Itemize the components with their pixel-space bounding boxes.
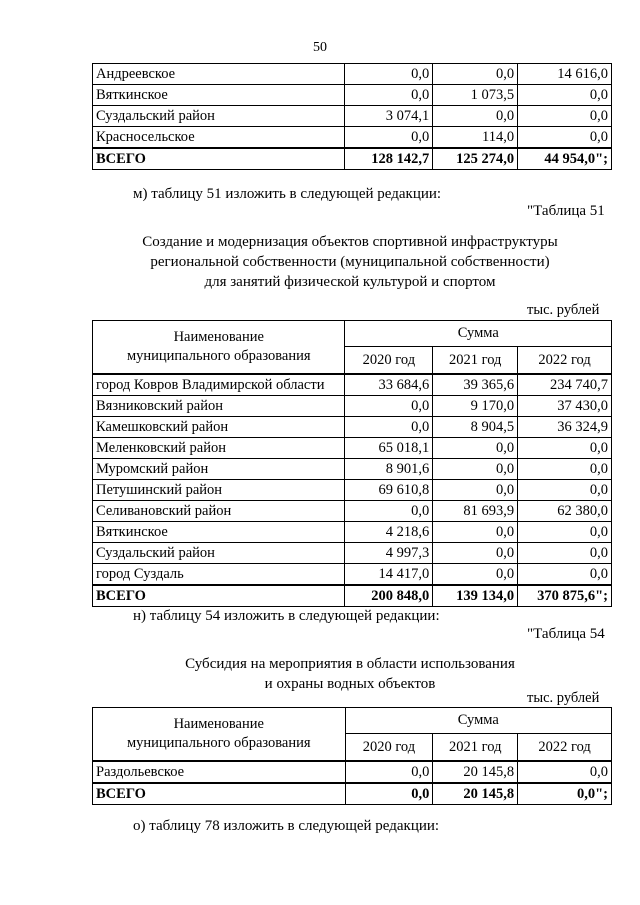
table-row xyxy=(93,438,612,459)
table-row xyxy=(93,64,612,85)
table-54-title-1: Субсидия на мероприятия в области использования xyxy=(185,656,515,672)
value-2021: 0,0 xyxy=(433,543,518,564)
instruction-o: о) таблицу 78 изложить в следующей редакции: xyxy=(133,818,440,834)
value-2020: 0,0 xyxy=(345,64,433,85)
table-row xyxy=(93,85,612,106)
table-51-label: "Таблица 51 xyxy=(527,203,605,219)
table-51-title-3: для занятий физической культурой и спортом xyxy=(204,274,496,290)
total-2021: 20 145,8 xyxy=(433,783,518,805)
value-2020: 14 417,0 xyxy=(345,564,433,586)
value-2022: 0,0 xyxy=(518,85,612,106)
value-2020: 0,0 xyxy=(345,417,433,438)
total-2022: 0,0"; xyxy=(518,783,612,805)
value-2021: 0,0 xyxy=(433,564,518,586)
table-54-label: "Таблица 54 xyxy=(527,626,605,642)
value-2021: 0,0 xyxy=(433,522,518,543)
row-name: Вязниковский район xyxy=(93,396,345,417)
table-51-units: тыс. рублей xyxy=(527,302,600,318)
row-name: Красносельское xyxy=(93,127,345,149)
table-row xyxy=(93,480,612,501)
row-name: Петушинский район xyxy=(93,480,345,501)
table-54-title-2: и охраны водных объектов xyxy=(264,676,436,692)
row-name: город Ковров Владимирской области xyxy=(93,374,345,396)
value-2022: 14 616,0 xyxy=(518,64,612,85)
table-row xyxy=(93,459,612,480)
value-2022: 0,0 xyxy=(518,564,612,586)
row-name: Меленковский район xyxy=(93,438,345,459)
value-2022: 0,0 xyxy=(518,480,612,501)
continued-table xyxy=(92,63,612,170)
value-2022: 0,0 xyxy=(518,106,612,127)
value-2021: 0,0 xyxy=(433,64,518,85)
year-2022-header: 2022 год xyxy=(518,734,612,762)
name-header-line-1: Наименование xyxy=(173,716,264,732)
value-2022: 36 324,9 xyxy=(518,417,612,438)
total-label: ВСЕГО xyxy=(93,148,345,170)
value-2021: 9 170,0 xyxy=(433,396,518,417)
value-2020: 4 997,3 xyxy=(345,543,433,564)
row-name: Камешковский район xyxy=(93,417,345,438)
value-2021: 0,0 xyxy=(433,106,518,127)
name-column-header xyxy=(93,708,346,762)
total-2022: 44 954,0"; xyxy=(518,148,612,170)
total-2020: 128 142,7 xyxy=(345,148,433,170)
value-2021: 20 145,8 xyxy=(433,761,518,783)
year-2021-header: 2021 год xyxy=(433,734,518,762)
header-row xyxy=(93,321,612,347)
row-name: Вяткинское xyxy=(93,522,345,543)
value-2022: 0,0 xyxy=(518,459,612,480)
sum-header: Сумма xyxy=(345,708,611,734)
table-row xyxy=(93,522,612,543)
year-2021-header: 2021 год xyxy=(433,347,518,375)
table-row xyxy=(93,106,612,127)
total-2022: 370 875,6"; xyxy=(518,585,612,607)
table-54 xyxy=(92,707,612,805)
row-name: город Суздаль xyxy=(93,564,345,586)
total-row xyxy=(93,783,612,805)
sum-header: Сумма xyxy=(345,321,612,347)
total-2020: 200 848,0 xyxy=(345,585,433,607)
name-header-line-2: муниципального образования xyxy=(126,735,311,751)
row-name: Вяткинское xyxy=(93,85,345,106)
table-row xyxy=(93,543,612,564)
row-name: Муромский район xyxy=(93,459,345,480)
value-2021: 0,0 xyxy=(433,438,518,459)
value-2022: 62 380,0 xyxy=(518,501,612,522)
value-2020: 0,0 xyxy=(345,501,433,522)
value-2020: 0,0 xyxy=(345,85,433,106)
value-2020: 4 218,6 xyxy=(345,522,433,543)
table-row xyxy=(93,761,612,783)
row-name: Раздольевское xyxy=(93,761,346,783)
name-header-line-1: Наименование xyxy=(173,329,264,345)
total-2021: 139 134,0 xyxy=(433,585,518,607)
value-2021: 114,0 xyxy=(433,127,518,149)
value-2021: 81 693,9 xyxy=(433,501,518,522)
page-number: 50 xyxy=(313,40,327,55)
value-2020: 33 684,6 xyxy=(345,374,433,396)
total-2021: 125 274,0 xyxy=(433,148,518,170)
value-2020: 65 018,1 xyxy=(345,438,433,459)
value-2022: 0,0 xyxy=(518,438,612,459)
total-row xyxy=(93,585,612,607)
value-2021: 8 904,5 xyxy=(433,417,518,438)
value-2022: 0,0 xyxy=(518,543,612,564)
total-label: ВСЕГО xyxy=(93,585,345,607)
total-2020: 0,0 xyxy=(345,783,433,805)
row-name: Андреевское xyxy=(93,64,345,85)
value-2020: 69 610,8 xyxy=(345,480,433,501)
value-2020: 0,0 xyxy=(345,127,433,149)
value-2022: 0,0 xyxy=(518,522,612,543)
table-row xyxy=(93,374,612,396)
instruction-m: м) таблицу 51 изложить в следующей редакции: xyxy=(133,186,442,202)
table-row xyxy=(93,501,612,522)
total-row xyxy=(93,148,612,170)
instruction-n: н) таблицу 54 изложить в следующей редакции: xyxy=(133,608,440,624)
value-2021: 0,0 xyxy=(433,480,518,501)
table-51 xyxy=(92,320,612,607)
value-2022: 0,0 xyxy=(518,127,612,149)
name-column-header xyxy=(93,321,345,375)
value-2020: 0,0 xyxy=(345,761,433,783)
row-name: Суздальский район xyxy=(93,106,345,127)
table-row xyxy=(93,417,612,438)
value-2021: 39 365,6 xyxy=(433,374,518,396)
table-row xyxy=(93,564,612,586)
year-2020-header: 2020 год xyxy=(345,734,433,762)
table-row xyxy=(93,396,612,417)
value-2021: 0,0 xyxy=(433,459,518,480)
row-name: Суздальский район xyxy=(93,543,345,564)
table-51-title-2: региональной собственности (муниципальной собственности) xyxy=(150,254,550,270)
table-51-title-1: Создание и модернизация объектов спортивной инфраструктуры xyxy=(142,234,558,250)
value-2020: 3 074,1 xyxy=(345,106,433,127)
name-header-line-2: муниципального образования xyxy=(126,348,311,364)
total-label: ВСЕГО xyxy=(93,783,346,805)
value-2022: 37 430,0 xyxy=(518,396,612,417)
table-54-units: тыс. рублей xyxy=(527,690,600,706)
row-name: Селивановский район xyxy=(93,501,345,522)
year-2022-header: 2022 год xyxy=(518,347,612,375)
value-2021: 1 073,5 xyxy=(433,85,518,106)
value-2020: 0,0 xyxy=(345,396,433,417)
header-row xyxy=(93,708,612,734)
value-2022: 234 740,7 xyxy=(518,374,612,396)
year-2020-header: 2020 год xyxy=(345,347,433,375)
table-row xyxy=(93,127,612,149)
value-2020: 8 901,6 xyxy=(345,459,433,480)
value-2022: 0,0 xyxy=(518,761,612,783)
